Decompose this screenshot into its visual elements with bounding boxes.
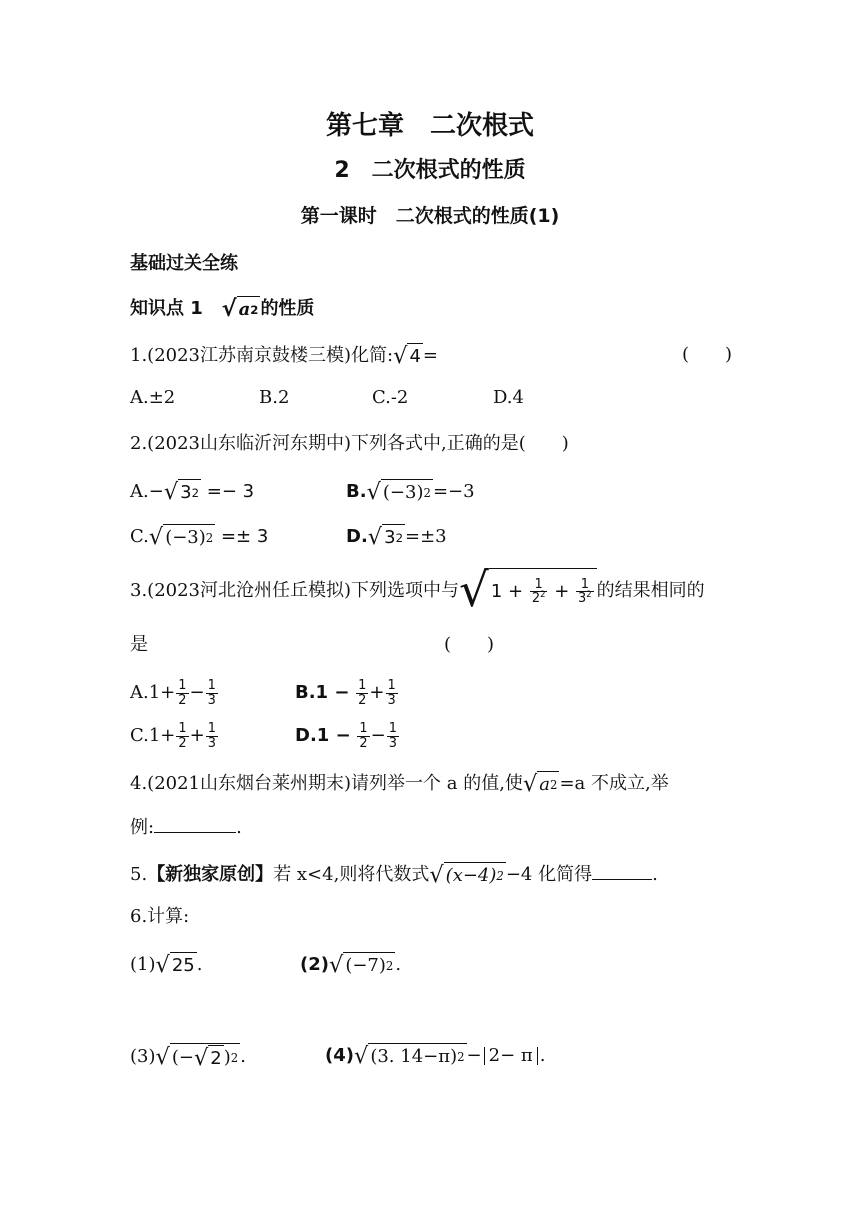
- question-4: 4.(2021山东烟台莱州期末)请列举一个 a 的值,使 √ a 2 =a 不成立,举: [130, 770, 669, 797]
- question-4-line2: 例: .: [130, 817, 242, 838]
- question-5: 5.【新独家原创】若 x<4,则将代数式 √ (x−4) 2 −4 化简得 .: [130, 861, 658, 888]
- q5-answer-blank[interactable]: [592, 877, 652, 880]
- q1-sqrt: √ 4: [393, 342, 421, 369]
- practice-heading: 基础过关全练: [130, 253, 238, 274]
- q2-option-b[interactable]: B. √ (−3) 2 =−3: [346, 478, 475, 505]
- section-title: 2 二次根式的性质: [334, 158, 526, 183]
- question-3: [130, 565, 705, 617]
- q3-sqrt-expression: √ 1 + $\frac{1}{2^2}$ + $\frac{1}{3^2}$: [459, 568, 597, 615]
- q1-stem: 1.(2023江苏南京鼓楼三模)化简:: [130, 345, 394, 366]
- knowledge-point: [130, 296, 314, 322]
- q1-option-b[interactable]: B.2: [259, 387, 290, 408]
- q3-option-a[interactable]: A.1+ $\frac{1}{2}$ − $\frac{1}{3}$: [130, 677, 216, 708]
- q3-stem-post: 的结果相同的: [596, 580, 705, 601]
- q1-option-d[interactable]: D.4: [493, 387, 524, 408]
- q1-option-a[interactable]: A.±2: [130, 387, 176, 408]
- sqrt-a-squared: √ a 2: [221, 295, 259, 322]
- q3-answer-paren[interactable]: ( ): [444, 634, 495, 655]
- q3-option-b[interactable]: B.1 − $\frac{1}{2}$ + $\frac{1}{3}$: [295, 677, 396, 708]
- q3-option-c[interactable]: C.1+ $\frac{1}{2}$ + $\frac{1}{3}$: [130, 720, 216, 751]
- q3-stem: 3.(2023河北沧州任丘模拟)下列选项中与: [130, 580, 460, 601]
- q6-part-1: (1) √ 25 .: [130, 951, 203, 978]
- q1-option-c[interactable]: C.-2: [372, 387, 409, 408]
- q6-abs-value: 2− π: [484, 1047, 538, 1065]
- question-6: 6.计算:: [130, 906, 190, 927]
- knowledge-point-label: 知识点 1: [130, 298, 203, 319]
- q6-part-3: (3) √ (− √ 2 ) 2 .: [130, 1043, 246, 1071]
- q2-option-c[interactable]: C. √ (−3) 2 =± 3: [130, 523, 269, 550]
- q1-answer-paren[interactable]: ( ): [682, 344, 733, 365]
- q2-option-a[interactable]: A.− √ 3 2 =− 3: [130, 478, 255, 505]
- q5-tag: 【新独家原创】: [147, 864, 274, 885]
- q3-option-d[interactable]: D.1 − $\frac{1}{2}$ − $\frac{1}{3}$: [295, 720, 397, 751]
- q2-option-d[interactable]: D. √ 3 2 =±3: [346, 523, 447, 550]
- q1-eq: =: [422, 345, 438, 366]
- lesson-title: 第一课时 二次根式的性质(1): [300, 205, 560, 227]
- chapter-title: 第七章 二次根式: [325, 111, 534, 141]
- q6-part-2: (2) √ (−7) 2 .: [300, 951, 402, 978]
- q6-part-4: (4) √ (3. 14−π) 2 − 2− π .: [325, 1042, 546, 1069]
- q3-stem-line2: 是: [130, 634, 148, 655]
- question-1: [130, 343, 438, 369]
- q4-sqrt: √ a 2: [522, 770, 558, 797]
- knowledge-point-suffix: 的性质: [260, 298, 315, 319]
- q4-answer-blank[interactable]: [154, 830, 236, 833]
- question-2: 2.(2023山东临沂河东期中)下列各式中,正确的是( ): [130, 433, 569, 454]
- q5-sqrt: √ (x−4) 2: [429, 861, 504, 888]
